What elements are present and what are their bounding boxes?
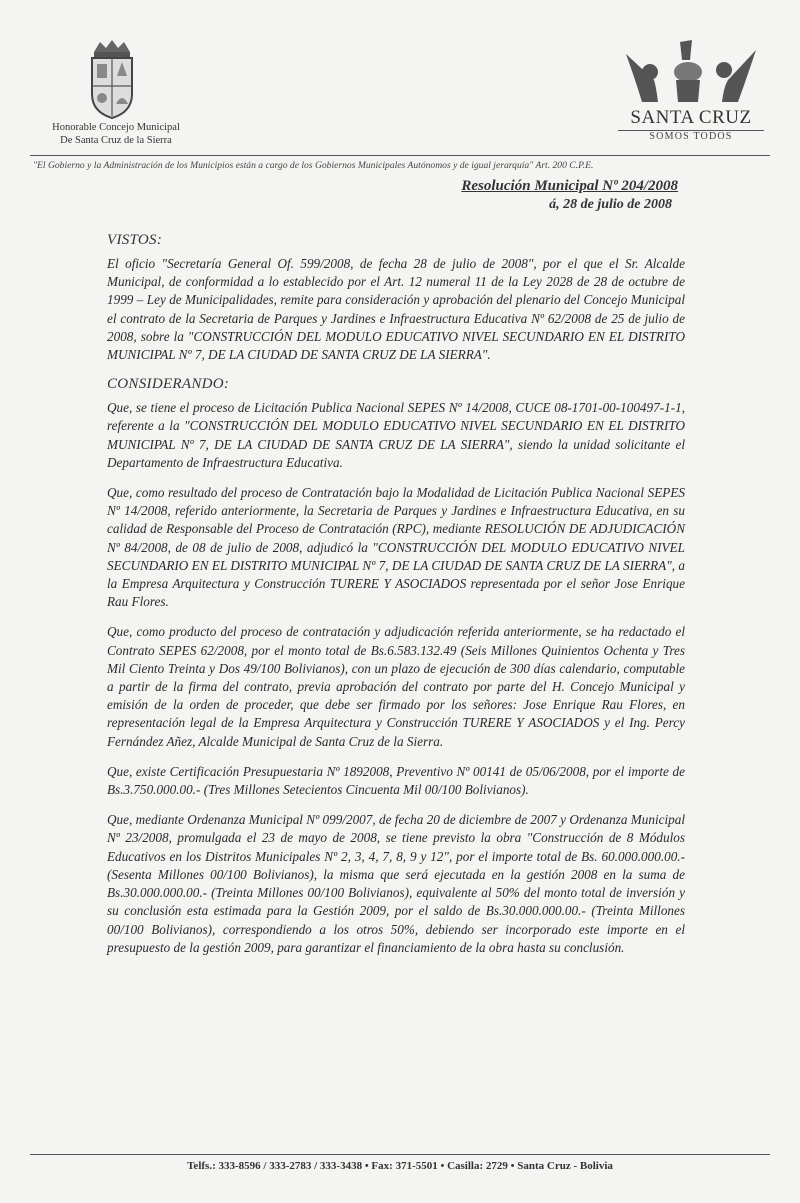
vistos-heading: VISTOS: — [107, 232, 163, 248]
considerando-paragraph-4: Que, existe Certificación Presupuestaria Nº 1892008, Preventivo Nº 00141 de 05/06/2008, por el importe de Bs.3.750.000.00.- (Tres Millones Setecientos Cincuenta Mil 00/100 Bolivianos). — [107, 763, 685, 798]
resolution-date: á, 28 de julio de 2008 — [549, 197, 672, 212]
considerando-heading: CONSIDERANDO: — [107, 376, 230, 393]
considerando-paragraph-5: Que, mediante Ordenanza Municipal Nº 099/2007, de fecha 20 de diciembre de 2007 y Ordenanza Municipal Nº 23/2008, promulgada el 23 de mayo de 2008, se tiene previsto la obra "Construcción de 8 Módulos Educativos en los Distritos Municipales Nº 2, 3, 4, 7, 8, 9 y 12", por el importe total de Bs. 60.000.000.00.-(Sesenta Millones 00/100 Bolivianos), la misma que será ejecutada en la gestión 2008 en la suma de Bs.30.000.000.00.- (Treinta Millones 00/100 Bolivianos), equivalente al 50% del monto total de inversión y su conclusión esta estimada para la Gestión 2009, por el saldo de Bs.30.000.000.00.- (Treinta Millones 00/100 Bolivianos), correspondiendo a los otros 50%, debiendo ser incorporado este importe en el presupuesto de la gestión 2009, para garantizar el financiamiento de la obra hasta su conclusión. — [107, 812, 685, 955]
brand-slogan: SOMOS TODOS — [649, 131, 733, 142]
considerando-paragraph-2: Que, como resultado del proceso de Contratación bajo la Modalidad de Licitación Publica Nacional SEPES Nº 14/2008, referido anteriormente, la Secretaria de Parques y Jardines e Infraestructura Educativa, en su calidad de Responsable del Proceso de Contratación (RPC), mediante RESOLUCIÓN DE ADJUDICACIÓN Nº 84/2008, de 08 de julio de 2008, adjudicó la "CONSTRUCCIÓN DEL MODULO EDUCATIVO NIVEL SECUNDARIO EN EL DISTRITO MUNICIPAL Nº 7, DE LA CIUDAD DE SANTA CRUZ DE LA SIERRA", a la Empresa Arquitectura y Construcción TURERE Y ASOCIADOS representada por el señor Jose Enrique Rau Flores. — [107, 485, 685, 610]
brand-name: SANTA CRUZ — [630, 107, 752, 128]
constitution-quote: "El Gobierno y la Administración de los Municipios están a cargo de los Gobiernos Municipales Autónomos y de igual jerarquía" Art. 200 C.P.E. — [33, 160, 594, 171]
footer-rule — [30, 1154, 770, 1155]
council-crest-icon — [84, 38, 140, 122]
brand-block — [618, 107, 764, 142]
vistos-paragraph: El oficio "Secretaría General Of. 599/2008, de fecha 28 de julio de 2008", por el que el Sr. Alcalde Municipal, de conformidad a lo establecido por el Art. 12 numeral 11 de la Ley 2028 de 28 de octubre de 1999 – Ley de Municipalidades, remite para consideración y aprobación del plenario del Concejo Municipal el contrato de la Secretaria de Parques y Jardines e Infraestructura Educativa Nº 62/2008 de 25 de julio de 2008, sobre la "CONSTRUCCIÓN DEL MODULO EDUCATIVO NIVEL SECUNDARIO EN EL DISTRITO MUNICIPAL Nº 7, DE LA CIUDAD DE SANTA CRUZ DE LA SIERRA". — [107, 256, 685, 363]
council-name — [36, 121, 196, 147]
considerando-paragraph-3: Que, como producto del proceso de contratación y adjudicación referida anteriormente, se ha redactado el Contrato SEPES 62/2008, por el monto total de Bs.6.583.132.49 (Seis Millones Quinientos Ochenta y Tres Mil Ciento Treinta y Dos 49/100 Bolivianos), con un plazo de ejecución de 300 días calendario, computable a partir de la firma del contrato, previa aprobación del contrato por parte del H. Concejo Municipal y emisión de la orden de proceder, que debe ser firmado por los señores: Jose Enrique Rau Flores, en representación legal de la Empresa Arquitectura y Construcción TURERE Y ASOCIADOS y el Ing. Percy Fernández Añez, Alcalde Municipal de Santa Cruz de la Sierra. — [107, 624, 685, 749]
header-rule — [30, 155, 770, 156]
considerando-paragraph-1: Que, se tiene el proceso de Licitación Publica Nacional SEPES Nº 14/2008, CUCE 08-1701-00-100497-1-1, referente a la "CONSTRUCCIÓN DEL MODULO EDUCATIVO NIVEL SECUNDARIO EN EL DISTRITO MUNICIPAL Nº 7, DE LA CIUDAD DE SANTA CRUZ DE LA SIERRA", siendo la unidad solicitante el Departamento de Infraestructura Educativa. — [107, 400, 685, 470]
council-line-2: De Santa Cruz de la Sierra — [60, 135, 172, 146]
document-body — [107, 232, 685, 969]
resolution-title: Resolución Municipal Nº 204/2008 — [461, 178, 678, 194]
council-line-1: Honorable Concejo Municipal — [52, 122, 180, 133]
footer-contact: Telfs.: 333-8596 / 333-2783 / 333-3438 • Fax: 371-5501 • Casilla: 2729 • Santa Cruz - Bolivia — [187, 1160, 613, 1172]
